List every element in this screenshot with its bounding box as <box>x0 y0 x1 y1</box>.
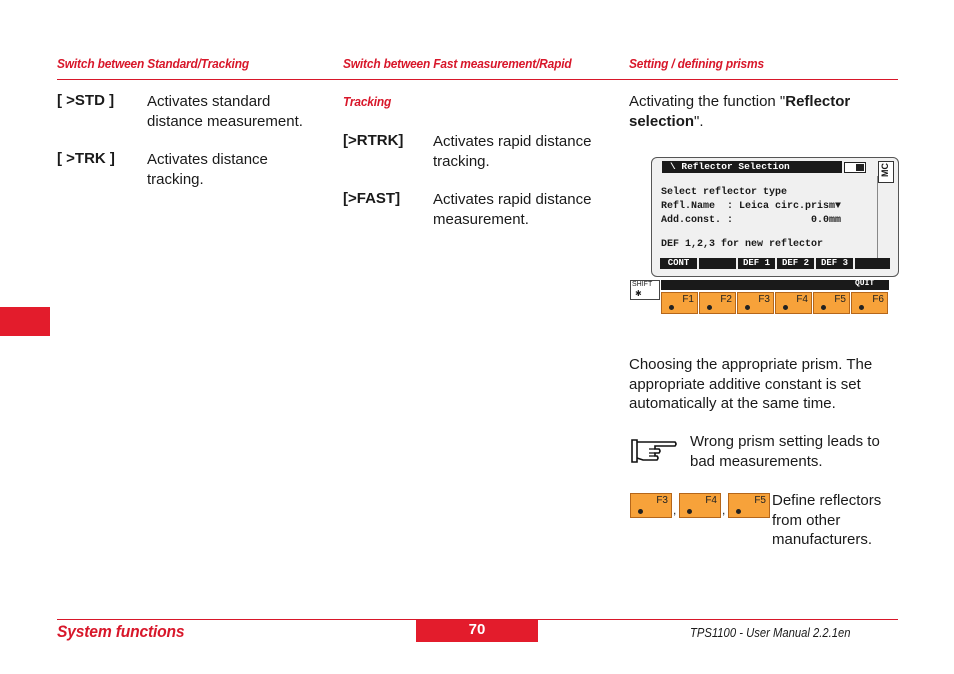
f6-key[interactable] <box>851 292 888 314</box>
f2-key[interactable] <box>699 292 736 314</box>
f3-dot-icon <box>745 305 750 310</box>
column-header-standard-tracking: Switch between Standard/Tracking <box>57 56 249 71</box>
define-f4-label: F4 <box>705 495 717 506</box>
intro-suffix: ". <box>694 112 704 130</box>
f4-dot-icon <box>783 305 788 310</box>
softkey-cont[interactable]: CONT <box>660 258 697 269</box>
f1-key[interactable] <box>661 292 698 314</box>
trk-key: [ >TRK ] <box>57 150 115 167</box>
separator-2: , <box>722 503 726 517</box>
define-f3-dot-icon <box>638 509 643 514</box>
f6-dot-icon <box>859 305 864 310</box>
screen-line-1: Select reflector type <box>661 187 788 198</box>
define-f5-label: F5 <box>754 495 766 506</box>
softkey-def-2[interactable]: DEF 2 <box>777 258 814 269</box>
fast-key: [>FAST] <box>343 190 401 207</box>
manual-title: TPS1100 - User Manual 2.2.1en <box>690 626 851 640</box>
softkey-blank-1[interactable] <box>699 258 736 269</box>
page-number: 70 <box>416 620 538 642</box>
f4-key[interactable] <box>775 292 812 314</box>
define-f3-label: F3 <box>656 495 668 506</box>
f2-label: F2 <box>720 294 732 305</box>
f4-label: F4 <box>796 294 808 305</box>
mc-label: MC <box>880 163 890 177</box>
chapter-tab <box>0 307 50 336</box>
scrollbar <box>877 176 878 258</box>
define-f5-key[interactable] <box>728 493 770 518</box>
column-header-fast-rapid: Switch between Fast measurement/Rapid <box>343 56 572 71</box>
f6-label: F6 <box>872 294 884 305</box>
column-header-prisms: Setting / defining prisms <box>629 56 764 71</box>
softkey-def-1[interactable]: DEF 1 <box>738 258 775 269</box>
f5-dot-icon <box>821 305 826 310</box>
shift-label: SHIFT <box>632 281 653 288</box>
shift-key[interactable] <box>630 280 660 300</box>
f3-label: F3 <box>758 294 770 305</box>
screen-line-3: Add.const. : 0.0mm <box>661 215 842 226</box>
f5-key[interactable] <box>813 292 850 314</box>
define-f5-dot-icon <box>736 509 741 514</box>
choosing-prism-text: Choosing the appropriate prism. The appropriate additive constant is set automatically at the same time. <box>629 356 873 412</box>
header-rule <box>57 79 898 80</box>
screen-line-4: DEF 1,2,3 for new reflector <box>661 239 824 250</box>
define-f4-key[interactable] <box>679 493 721 518</box>
shift-dot-icon: ✱ <box>635 289 642 298</box>
rtrk-key: [>RTRK] <box>343 132 404 149</box>
f2-dot-icon <box>707 305 712 310</box>
reflector-intro <box>629 92 889 131</box>
instrument-screen <box>651 157 899 277</box>
screen-title: \ Reflector Selection <box>670 161 790 172</box>
define-f3-key[interactable] <box>630 493 672 518</box>
std-key: [ >STD ] <box>57 92 115 109</box>
intro-prefix: Activating the function " <box>629 93 786 110</box>
softkey-blank-2[interactable] <box>855 258 890 269</box>
std-description: Activates standard distance measurement. <box>147 93 303 130</box>
fast-description: Activates rapid distance measurement. <box>433 191 592 228</box>
warning-note: Wrong prism setting leads to bad measurements. <box>690 433 880 470</box>
f3-key[interactable] <box>737 292 774 314</box>
quit-label: QUIT <box>855 279 875 288</box>
tracking-subheading: Tracking <box>343 94 392 109</box>
screen-line-2: Refl.Name : Leica circ.prism▼ <box>661 201 842 212</box>
f1-dot-icon <box>669 305 674 310</box>
f1-label: F1 <box>682 294 694 305</box>
rtrk-description: Activates rapid distance tracking. <box>433 133 592 170</box>
battery-icon <box>844 162 866 173</box>
intro-bold: Reflector selection <box>629 93 851 130</box>
mc-indicator <box>878 161 894 183</box>
softkey-def-3[interactable]: DEF 3 <box>816 258 853 269</box>
pointing-hand-icon <box>629 432 679 466</box>
define-reflectors-text: Define reflectors from other manufacturers. <box>772 492 882 548</box>
separator-1: , <box>673 503 677 517</box>
define-f4-dot-icon <box>687 509 692 514</box>
trk-description: Activates distance tracking. <box>147 151 268 188</box>
footer-section-title: System functions <box>57 622 185 641</box>
f5-label: F5 <box>834 294 846 305</box>
